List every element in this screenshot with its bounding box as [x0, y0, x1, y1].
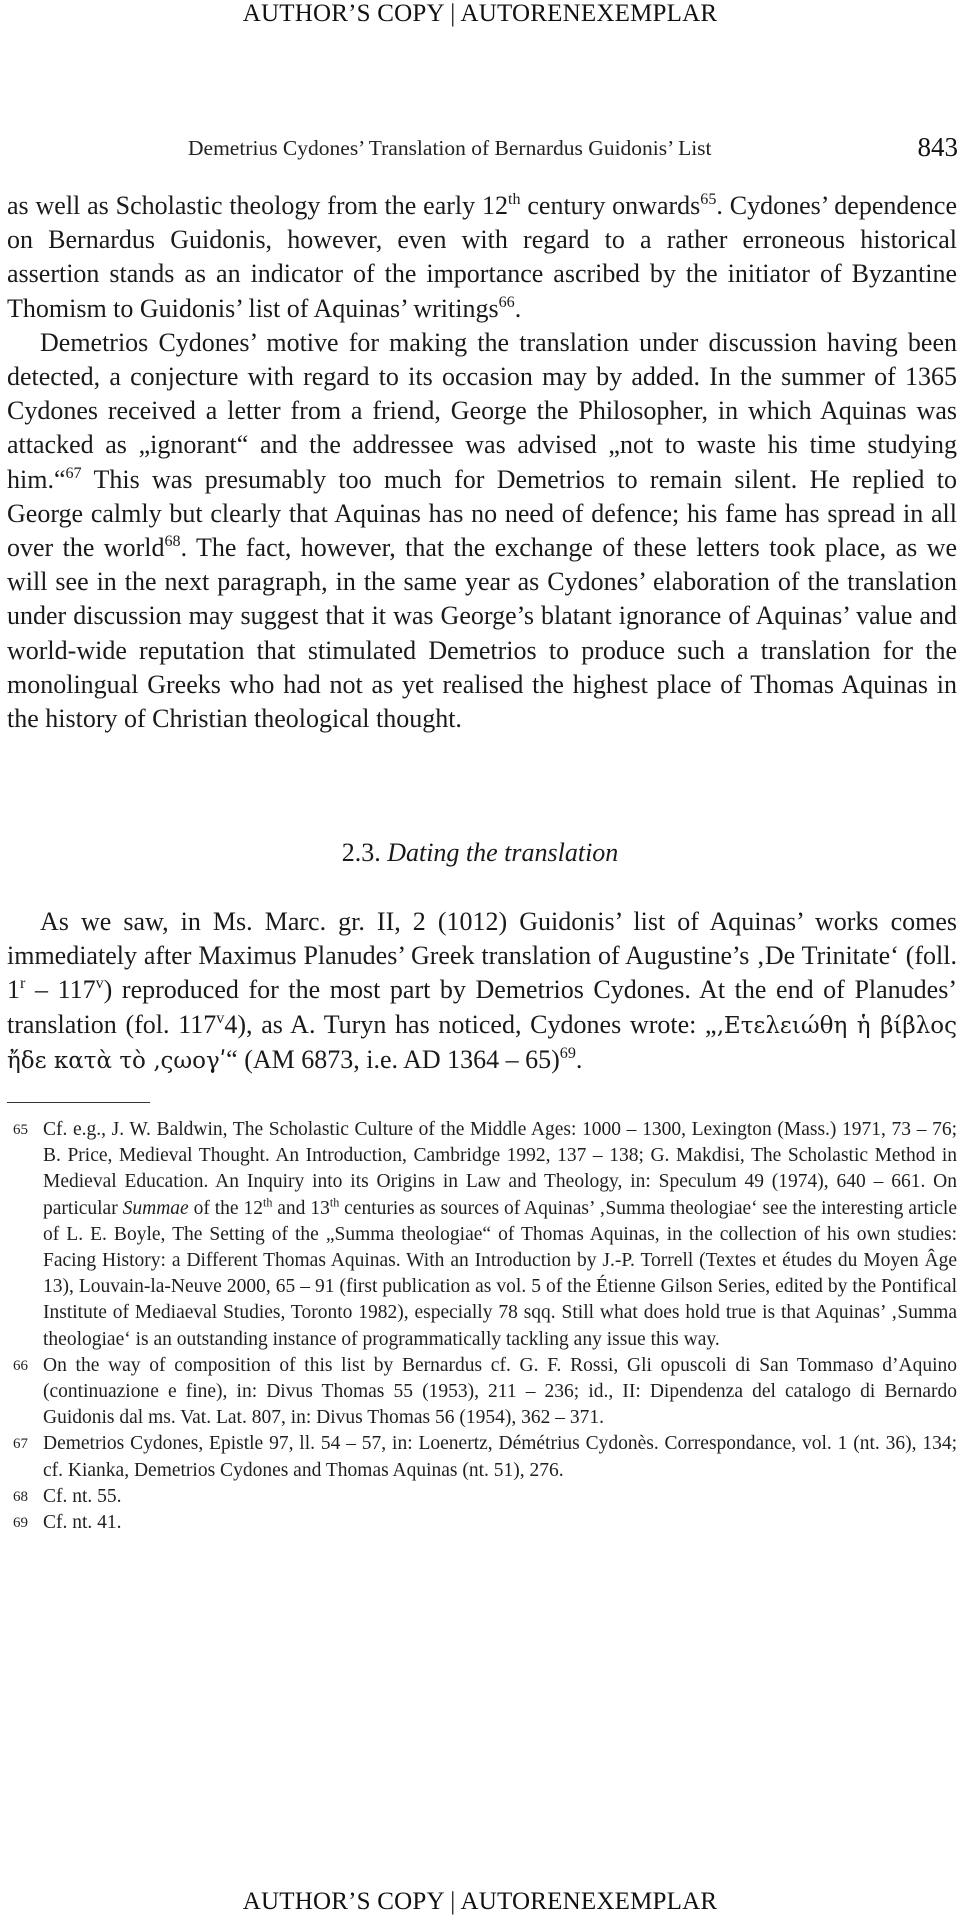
text-run: ) reproduced for the most part by Demetrios Cydones. At the end of Planudes’ translation (fol. 117: [7, 975, 957, 1039]
superscript: r: [20, 975, 26, 993]
author-copy-banner-top: AUTHOR’S COPY | AUTORENEXEMPLAR: [242, 0, 718, 27]
footnote-69: [7, 1510, 957, 1536]
text-run: .: [514, 293, 522, 323]
footnote-number: 65: [13, 1122, 28, 1138]
footnote-text: Demetrios Cydones, Epistle 97, ll. 54 – 57, in: Loenertz, Démétrius Cydonès. Correspondance, vol. 1 (nt. 36), 134; cf. Kianka, Demetrios Cydones and Thomas Aquinas (nt. 51), 276.: [43, 1433, 957, 1481]
paragraph-3: [7, 905, 957, 1078]
paragraph-2: [7, 326, 957, 736]
running-title: Demetrius Cydones’ Translation of Bernardus Guidonis’ List: [188, 136, 712, 160]
footnote-divider: [7, 1102, 150, 1103]
footnote-ref-65[interactable]: 65: [700, 191, 717, 209]
text-run: Demetrios Cydones’ motive for making the translation under discussion having been detected, a conjecture with regard to its occasion may by added. In the summer of 1365 Cydones received a letter from a friend, George the Philosopher, in which Aquinas was attacked as „ignorant“ and the addressee was advised „not to waste his time studying him.“: [7, 327, 957, 494]
footnote-66: [7, 1353, 957, 1432]
footnote-ref-69[interactable]: 69: [559, 1044, 576, 1062]
page-number: 843: [917, 132, 958, 162]
footnote-ref-66[interactable]: 66: [498, 293, 515, 311]
text-run: . The fact, however, that the exchange of these letters took place, as we will see in the next paragraph, in the same year as Cydones’ elaboration of the translation under discussion may suggest that it was George’s blatant ignorance of Aquinas’ value and world-wide reputation that stimulated Demetrios to produce such a translation for the monolingual Greeks who had not as yet realised the highest place of Thomas Aquinas in the history of Christian theological thought.: [7, 533, 957, 734]
superscript: th: [329, 1195, 340, 1210]
footnote-ref-67[interactable]: 67: [65, 464, 82, 482]
section-text: [7, 905, 957, 1078]
author-copy-banner-bottom: AUTHOR’S COPY | AUTORENEXEMPLAR: [242, 1888, 718, 1915]
greek-quotation: ‚Ετελειώθη ἡ βίβλος ἤδε κατὰ τὸ ‚ςωογʹ: [7, 1012, 958, 1074]
footnote-67: [7, 1431, 957, 1483]
footnote-number: 69: [13, 1515, 28, 1532]
text-run: as well as Scholastic theology from the early 12: [7, 191, 508, 220]
text-run: century onwards: [520, 191, 701, 220]
footnote-text: Cf. e.g., J. W. Baldwin, The Scholastic Culture of the Middle Ages: 1000 – 1300, Lexington (Mass.) 1971, 73 – 76; B. Price, Medieval Thought. An Introduction, Cambridge 1992, 137 – 138; G. Makdisi, The Scholastic Method in Medieval Education. An Inquiry into its Origins in Law and Theology, in: Speculum 49 (1974), 640 – 661. On particular: [43, 1119, 957, 1219]
footnote-text: of the 12: [188, 1197, 263, 1219]
superscript: v: [95, 975, 104, 993]
footnote-italic: Summae: [122, 1197, 189, 1219]
text-run: As we saw, in Ms. Marc. gr. II, 2 (1012) Guidonis’ list of Aquinas’ works comes immediately after Maximus Planudes’ Greek translation of Augustine’s ‚De Trinitate‘ (foll. 1: [7, 907, 957, 1005]
section-title: Dating the translation: [387, 838, 619, 867]
text-run: This was presumably too much for Demetrios to remain silent. He replied to George calmly but clearly that Aquinas has no need of defence; his fame has spread in all over the world: [7, 464, 957, 563]
superscript: th: [507, 191, 521, 209]
footnote-68: [7, 1484, 957, 1510]
running-head: [0, 132, 960, 166]
superscript: v: [216, 1009, 225, 1027]
footnote-text: Cf. nt. 55.: [43, 1485, 122, 1507]
footnote-number: 68: [13, 1488, 28, 1505]
text-run: – 117: [25, 975, 96, 1005]
text-run: .: [575, 1044, 583, 1074]
paragraph-1: [7, 189, 957, 326]
footnote-65: [7, 1117, 957, 1353]
footnote-number: 66: [13, 1357, 28, 1374]
main-text: [7, 189, 957, 736]
footnote-text: Cf. nt. 41.: [43, 1512, 122, 1534]
footnote-ref-68[interactable]: 68: [164, 533, 181, 551]
text-run: . Cydones’ dependence on Bernardus Guidonis, however, even with regard to a rather erroneous historical assertion stands as an indicator of the importance ascribed by the initiator of Byzantine Thomism to Guidonis’ list of Aquinas’ writings: [7, 191, 957, 323]
footnote-number: 67: [13, 1436, 28, 1453]
section-heading: [0, 838, 960, 868]
text-run: “ (AM 6873, i.e. AD 1364 – 65): [226, 1044, 560, 1074]
footnote-text: centuries as sources of Aquinas’ ‚Summa theologiae‘ see the interesting article of L. E. Boyle, The Setting of the „Summa theologiae“ of Thomas Aquinas, in the collection of his own studies: Facing History: a Different Thomas Aquinas. With an Introduction by J.-P. Torrell (Textes et études du Moyen Âge 13), Louvain-la-Neuve 2000, 65 – 91 (first publication as vol. 5 of the Étienne Gilson Series, edited by the Pontifical Institute of Mediaeval Studies, Toronto 1982), especially 78 sqq. Still what does hold true is that Aquinas’ ‚Summa theologiae‘ is an outstanding instance of programmatically tackling any issue this way.: [43, 1197, 958, 1350]
footnote-text: On the way of composition of this list by Bernardus cf. G. F. Rossi, Gli opuscoli di San Tommaso d’Aquino (continuazione e fine), in: Divus Thomas 55 (1953), 211 – 236; id., II: Dipendenza del catalogo di Bernardo Guidonis dal ms. Vat. Lat. 807, in: Divus Thomas 56 (1954), 362 – 371.: [43, 1354, 957, 1429]
text-run: 4), as A. Turyn has noticed, Cydones wrote: „: [224, 1009, 717, 1039]
section-number: 2.3.: [341, 838, 381, 867]
footnotes: [7, 1117, 957, 1536]
superscript: th: [262, 1195, 273, 1210]
footnote-text: and 13: [272, 1197, 330, 1219]
